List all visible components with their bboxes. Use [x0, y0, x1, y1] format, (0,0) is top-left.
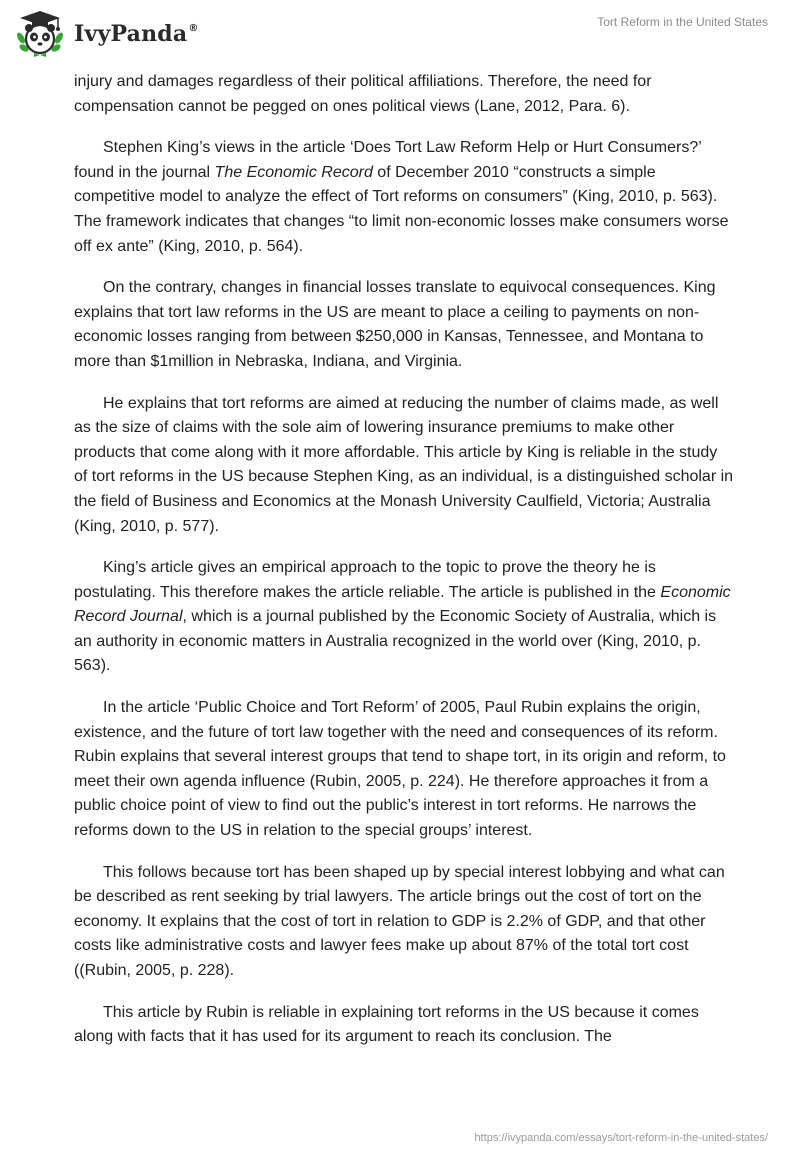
registered-mark: ® — [188, 23, 199, 34]
paragraph-4: He explains that tort reforms are aimed at reducing the number of claims made, as well as the size of claims with the sole aim of lowering insurance premiums to make other products that come along with it more affordable. This article by King is reliable in the study of tort reforms in the US because Stephen King, as an individual, is a distinguished scholar in the field of Business and Economics at the Monash University Caulfield, Victoria; Australia (King, 2010, p. 577). — [74, 394, 734, 535]
paragraph-7: This follows because tort has been shaped up by special interest lobbying and what can be described as rent seeking by trial lawyers. The article brings out the cost of tort on the economy. It explains that the cost of tort in relation to GDP is 2.2% of GDP, and that other costs like administrative costs and lawyer fees make up about 87% of the total tort cost ((Rubin, 2005, p. 228). — [74, 863, 725, 979]
paragraph-3: On the contrary, changes in financial losses translate to equivocal consequences. King explains that tort law reforms in the US are meant to place a ceiling to payments on non-economic losses ranging from between $250,000 in Kansas, Tennessee, and Montana to more than $1million in Nebraska, Indiana, and Virginia. — [74, 279, 716, 370]
paragraph-2-post: of December 2010 “constructs a simple competitive model to analyze the effect of Tort reforms on consumers” (King, 2010, p. 563). The framework indicates that changes “to limit non-economic losses make consumers worse off ex ante” (King, 2010, p. 564). — [74, 163, 729, 255]
brand-name — [74, 21, 199, 47]
essay-body — [74, 70, 734, 1067]
paragraph-2-pre: Stephen King’s views in the article ‘Does Tort Law Reform Help or Hurt Consumers?’ found in the journal — [74, 139, 702, 181]
paragraph-5-post: , which is a journal published by the Economic Society of Australia, which is an authority in economic matters in Australia recognized in the world over (King, 2010, p. 563). — [74, 608, 717, 675]
brand-name-text: IvyPanda — [74, 21, 188, 47]
page-header — [0, 0, 800, 70]
journal-title-economic-record: The Economic Record — [214, 163, 373, 181]
paragraph-5-pre: King’s article gives an empirical approach to the topic to prove the theory he is postulating. This therefore makes the article reliable. The article is published in the — [74, 559, 661, 601]
paragraph-2 — [74, 136, 734, 259]
paragraph-1: injury and damages regardless of their political affiliations. Therefore, the need for compensation cannot be pegged on ones political views (Lane, 2012, Para. 6). — [74, 73, 652, 115]
document-title: Tort Reform in the United States — [597, 15, 768, 29]
paragraph-6: In the article ‘Public Choice and Tort Reform’ of 2005, Paul Rubin explains the origin, existence, and the future of tort law together with the need and consequences of its reform. Rubin explains that several interest groups that tend to shape tort, in its origin and reform, to meet their own agenda influence (Rubin, 2005, p. 224). He therefore approaches it from a public choice point of view to find out the public’s interest in tort reforms. He narrows the reforms down to the US in relation to the special groups’ interest. — [74, 699, 726, 840]
ivypanda-logo[interactable] — [14, 8, 199, 58]
paragraph-8: This article by Rubin is reliable in explaining tort reforms in the US because it comes along with facts that it has used for its argument to reach its conclusion. The — [74, 1003, 699, 1046]
journal-title-economic-record-journal: Economic Record Journal — [74, 583, 731, 626]
panda-graduate-icon — [14, 8, 66, 58]
paragraph-5 — [74, 556, 734, 679]
source-url[interactable]: https://ivypanda.com/essays/tort-reform-in-the-united-states/ — [474, 1132, 768, 1144]
